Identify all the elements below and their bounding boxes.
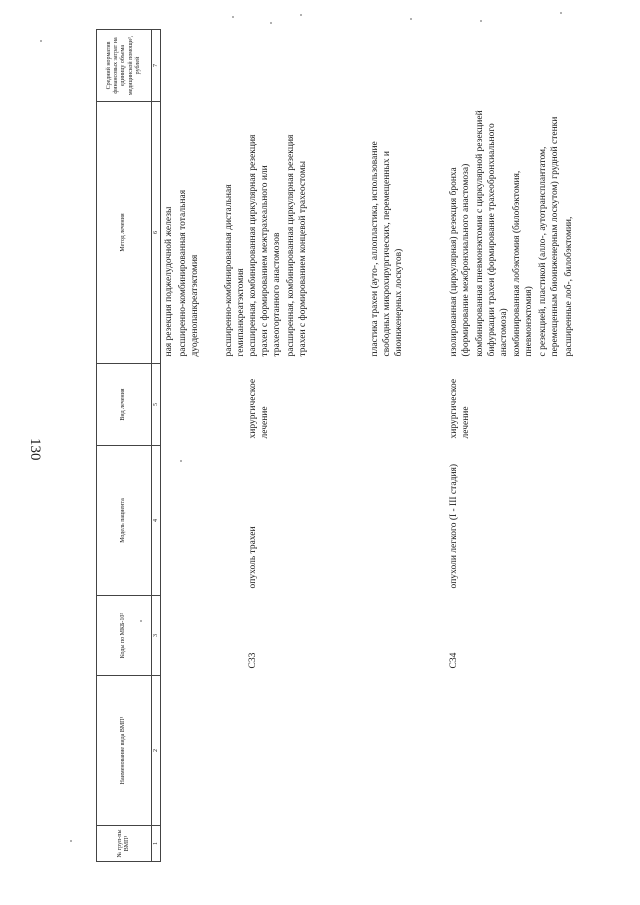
treatment-type: хирургическое лечение bbox=[248, 378, 270, 439]
header-cost-standard: Средний норматив финансовых затрат на единицу объема медицинской помощи³, рублей bbox=[97, 30, 152, 102]
method-text: расширенно-комбинированная тотальная дуоденопанкреатэктомия bbox=[177, 189, 200, 357]
header-icd-codes: Коды по МКБ-10² bbox=[97, 596, 152, 676]
method-text: расширенная, комбинированная циркулярная резекция трахеи с формированием концевой трахеостомы bbox=[285, 134, 308, 357]
patient-model: опухоль трахеи bbox=[248, 526, 258, 589]
method-text: комбинированная лобэктомия (билобэктомия, пневмонэктомия) bbox=[512, 170, 535, 357]
rotated-table-container bbox=[96, 30, 640, 862]
icd-code: C33 bbox=[248, 652, 258, 669]
icd-code: C34 bbox=[449, 652, 459, 669]
method-text: расширенные лоб-, билобэктомии, bbox=[563, 216, 574, 357]
header-row bbox=[97, 30, 152, 862]
method-text: пластика трахеи (ауто-, аллопластика, использование свободных микрохирургических, перемещенных и биоинженерных лоскутов) bbox=[370, 141, 404, 357]
method-text: расширенно-комбинированная дистальная гемипанкреатэктомия bbox=[224, 184, 246, 357]
page-number: 130 bbox=[27, 438, 43, 461]
patient-model: опухоли легкого (I - III стадия) bbox=[449, 463, 459, 589]
column-number: 6 bbox=[152, 102, 161, 364]
header-treatment-method: Метод лечения bbox=[97, 102, 152, 364]
vmp-table bbox=[96, 29, 640, 862]
method-text: комбинированная пневмонэктомия с циркулярной резекцией бифуркации трахеи (формирование трахеобронхиального анастомоза) bbox=[474, 110, 509, 357]
method-text: расширенная, комбинированная циркулярная резекция трахеи с формированием межтрахеального или трахеогортанного анастомозов bbox=[248, 134, 282, 357]
column-number: 5 bbox=[152, 364, 161, 446]
column-number: 3 bbox=[152, 596, 161, 676]
header-group-number: № груп-пы ВМП¹ bbox=[97, 826, 152, 862]
column-number: 4 bbox=[152, 446, 161, 596]
column-number: 2 bbox=[152, 676, 161, 826]
method-text: изолированная (циркулярная) резекция бронха (формирование межбронхиального анастомоза) bbox=[449, 163, 471, 357]
column-number: 1 bbox=[152, 826, 161, 862]
header-patient-model: Модель пациента bbox=[97, 446, 152, 596]
column-number: 7 bbox=[152, 30, 161, 102]
method-text: ная резекция поджелудочной железы bbox=[164, 206, 174, 357]
treatment-type: хирургическое лечение bbox=[449, 378, 471, 439]
column-number-row bbox=[152, 30, 161, 862]
header-treatment-type: Вид лечения bbox=[97, 364, 152, 446]
table-body-row bbox=[161, 30, 640, 862]
header-vmp-name: Наименование вида ВМП¹ bbox=[97, 676, 152, 826]
method-text: с резекцией, пластикой (алло-, аутотрансплантатом, перемещенным биоинженерным лоскутом) грудной стенки bbox=[538, 116, 560, 357]
